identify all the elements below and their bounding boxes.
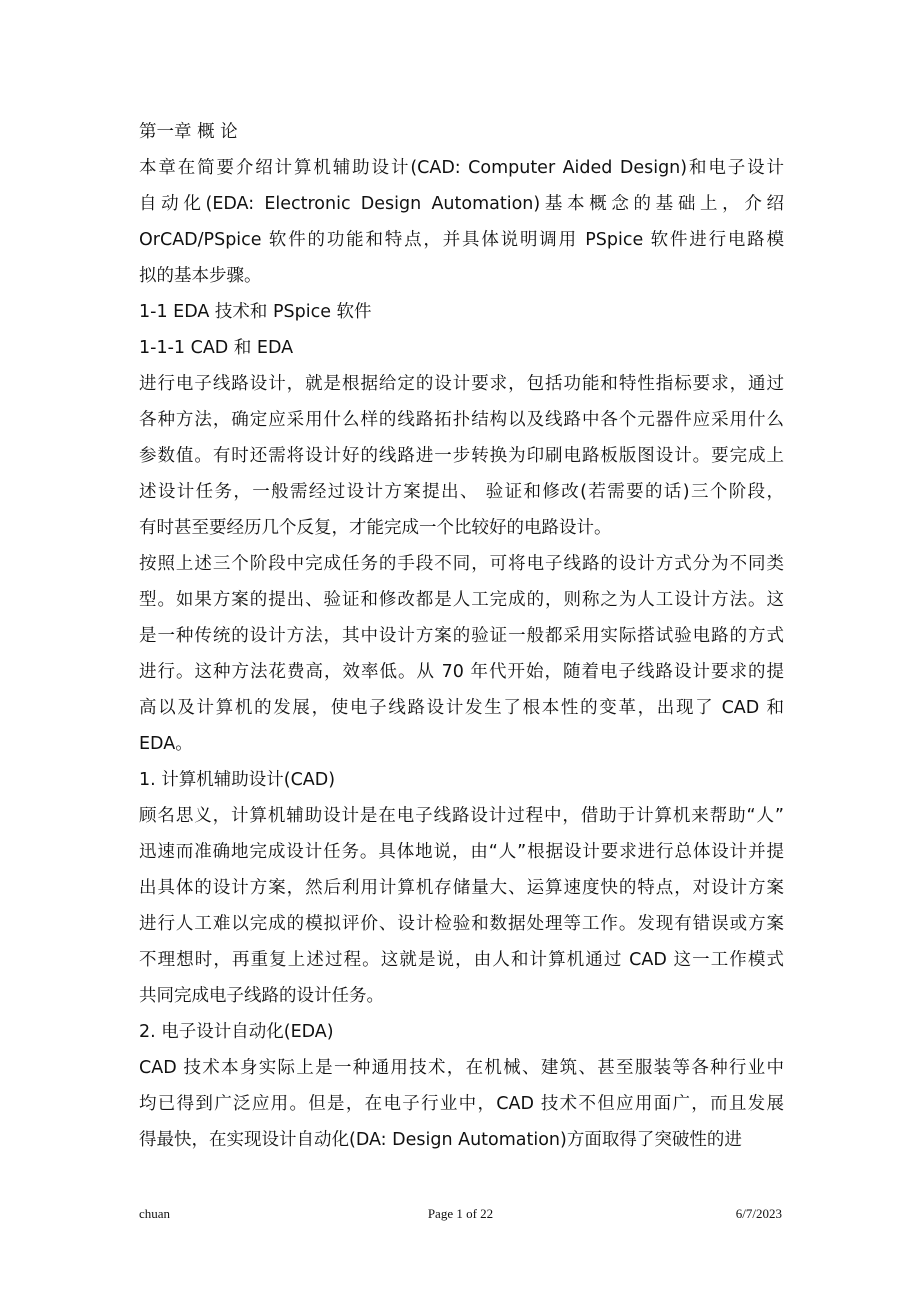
subsection-heading xyxy=(139,330,784,366)
text-line: 参数值。有时还需将设计好的线路进一步转换为印刷电路板版图设计。要完成上 xyxy=(139,446,784,466)
text-line: 进行人工难以完成的模拟评价、设计检验和数据处理等工作。发现有错误或方案 xyxy=(139,914,784,934)
text-line: 1-1-1 CAD 和 EDA xyxy=(139,338,294,358)
text-line: 迅速而准确地完成设计任务。具体地说，由“人”根据设计要求进行总体设计并提 xyxy=(139,842,784,862)
page-footer xyxy=(139,1206,782,1226)
paragraph xyxy=(139,150,784,294)
chapter-title xyxy=(139,114,784,150)
item-heading xyxy=(139,762,784,798)
text-line: 进行。这种方法花费高，效率低。从 70 年代开始，随着电子线路设计要求的提 xyxy=(139,662,784,682)
section-heading xyxy=(139,294,784,330)
text-line: 本章在简要介绍计算机辅助设计(CAD: Computer Aided Design)和电子设计 xyxy=(139,158,784,178)
text-line: OrCAD/PSpice 软件的功能和特点，并具体说明调用 PSpice 软件进行电路模 xyxy=(139,230,784,250)
paragraph xyxy=(139,1050,784,1158)
text-line: 1. 计算机辅助设计(CAD) xyxy=(139,770,336,790)
text-line: EDA。 xyxy=(139,734,193,754)
text-line: 拟的基本步骤。 xyxy=(139,266,262,286)
text-line: 是一种传统的设计方法，其中设计方案的验证一般都采用实际搭试验电路的方式 xyxy=(139,626,784,646)
text-line: 不理想时，再重复上述过程。这就是说，由人和计算机通过 CAD 这一工作模式 xyxy=(139,950,784,970)
text-line: 出具体的设计方案，然后利用计算机存储量大、运算速度快的特点，对设计方案 xyxy=(139,878,784,898)
text-line: 共同完成电子线路的设计任务。 xyxy=(139,986,384,1006)
document-body xyxy=(139,114,784,1158)
text-line: 有时甚至要经历几个反复，才能完成一个比较好的电路设计。 xyxy=(139,518,612,538)
paragraph xyxy=(139,546,784,762)
text-line: 型。如果方案的提出、验证和修改都是人工完成的，则称之为人工设计方法。这 xyxy=(139,590,784,610)
text-line: 顾名思义，计算机辅助设计是在电子线路设计过程中，借助于计算机来帮助“人” xyxy=(139,806,784,826)
text-line: CAD 技术本身实际上是一种通用技术，在机械、建筑、甚至服装等各种行业中 xyxy=(139,1058,784,1078)
paragraph xyxy=(139,798,784,1014)
text-line: 自动化(EDA: Electronic Design Automation)基本概念的基础上，介绍 xyxy=(139,194,784,214)
text-line: 各种方法，确定应采用什么样的线路拓扑结构以及线路中各个元器件应采用什么 xyxy=(139,410,784,430)
text-line: 均已得到广泛应用。但是，在电子行业中，CAD 技术不但应用面广，而且发展 xyxy=(139,1094,784,1114)
text-line: 进行电子线路设计，就是根据给定的设计要求，包括功能和特性指标要求，通过 xyxy=(139,374,784,394)
item-heading xyxy=(139,1014,784,1050)
text-line: 得最快，在实现设计自动化(DA: Design Automation)方面取得了突破性的进 xyxy=(139,1130,742,1150)
footer-page-number: Page 1 of 22 xyxy=(427,1206,494,1221)
text-line: 按照上述三个阶段中完成任务的手段不同，可将电子线路的设计方式分为不同类 xyxy=(139,554,784,574)
text-line: 高以及计算机的发展，使电子线路设计发生了根本性的变革，出现了 CAD 和 xyxy=(139,698,784,718)
paragraph xyxy=(139,366,784,546)
footer-author: chuan xyxy=(139,1206,171,1221)
text-line: 2. 电子设计自动化(EDA) xyxy=(139,1022,334,1042)
text-line: 1-1 EDA 技术和 PSpice 软件 xyxy=(139,302,372,322)
text-line: 第一章 概 论 xyxy=(139,122,238,142)
text-line: 述设计任务，一般需经过设计方案提出、 验证和修改(若需要的话)三个阶段， xyxy=(139,482,784,502)
footer-date: 6/7/2023 xyxy=(735,1206,782,1221)
